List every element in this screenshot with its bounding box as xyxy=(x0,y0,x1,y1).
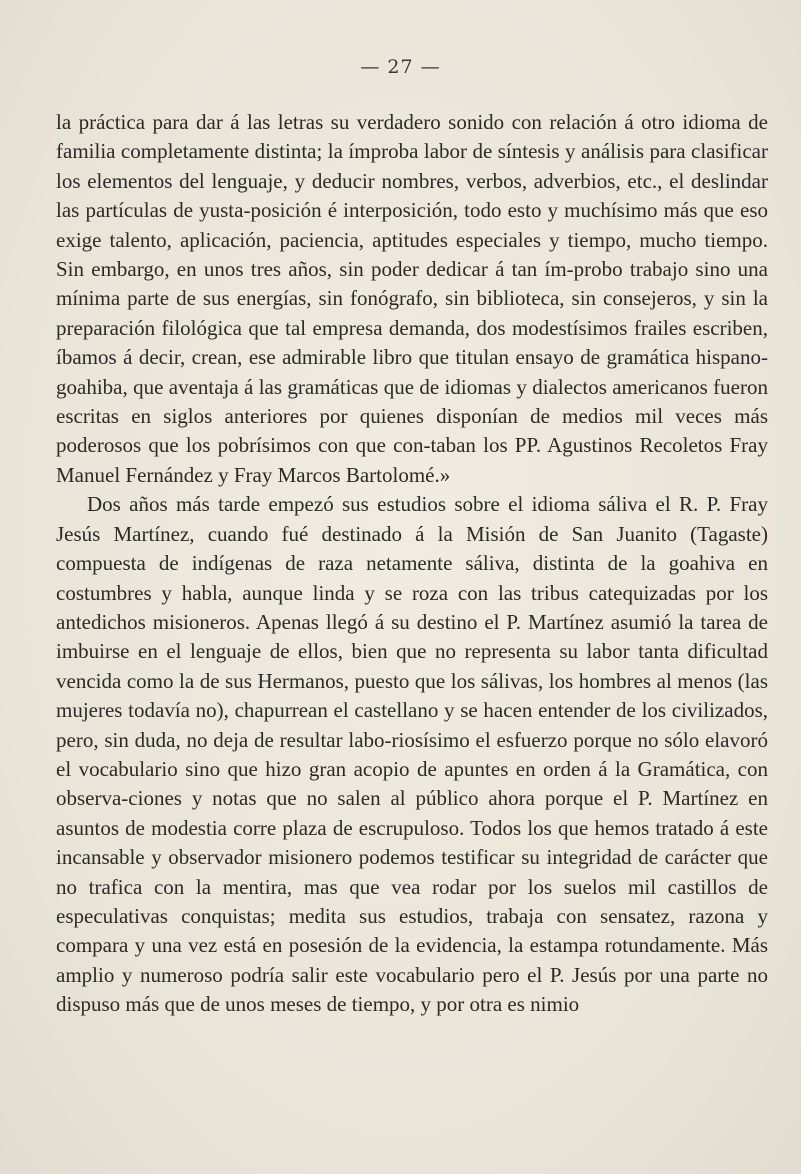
page-number: — 27 — xyxy=(360,56,441,78)
body-text xyxy=(56,108,768,1020)
paragraph-martinez: Dos años más tarde empezó sus estudios sobre el idioma sáliva el R. P. Fray Jesús Martínez, cuando fué destinado á la Misión de San Juanito (Tagaste) compuesta de indígenas de raza netamente sáliva, distinta de la goahiva en costumbres y habla, aunque linda y se roza con las tribus catequizadas por los antedichos misioneros. Apenas llegó á su destino el P. Martínez asumió la tarea de imbuirse en el lenguaje de ellos, bien que no representa su labor tanta dificultad vencida como la de sus Hermanos, puesto que los sálivas, los hombres al menos (las mujeres todavía no), chapurrean el castellano y se hacen entender de los civilizados, pero, sin duda, no deja de resultar labo-riosísimo el esfuerzo porque no sólo elavoró el vocabulario sino que hizo gran acopio de apuntes en orden á la Gramática, con observa-ciones y notas que no salen al público ahora porque el P. Martínez en asuntos de modestia corre plaza de escrupuloso. Todos los que hemos tratado á este incansable y observador misionero podemos testificar su integridad de carácter que no trafica con la mentira, mas que vea rodar por los suelos mil castillos de especulativas conquistas; medita sus estudios, trabaja con sensatez, razona y compara y una vez está en posesión de la evidencia, la estampa rotundamente. Más amplio y numeroso podría salir este vocabulario pero el P. Jesús por una parte no dispuso más que de unos meses de tiempo, y por otra es nimio xyxy=(56,492,768,1017)
paragraph-continued: la práctica para dar á las letras su verdadero sonido con relación á otro idioma de familia completamente distinta; la ímproba labor de síntesis y análisis para clasificar los elementos del lenguaje, y deducir nombres, verbos, adverbios, etc., el deslindar las partículas de yusta-posición é interposición, todo esto y muchísimo más que eso exige talento, aplicación, paciencia, aptitudes especiales y tiempo, mucho tiempo. Sin embargo, en unos tres años, sin poder dedicar á tan ím-probo trabajo sino una mínima parte de sus energías, sin fonógrafo, sin biblioteca, sin consejeros, y sin la preparación filológica que tal empresa demanda, dos modestísimos frailes escriben, íbamos á decir, crean, ese admirable libro que titulan ensayo de gramática hispano-goahiba, que aventaja á las gramáticas que de idiomas y dialectos americanos fueron escritas en siglos anteriores por quienes disponían de medios mil veces más poderosos que los pobrísimos con que con-taban los PP. Agustinos Recoletos Fray Manuel Fernández y Fray Marcos Bartolomé.» xyxy=(56,110,768,487)
